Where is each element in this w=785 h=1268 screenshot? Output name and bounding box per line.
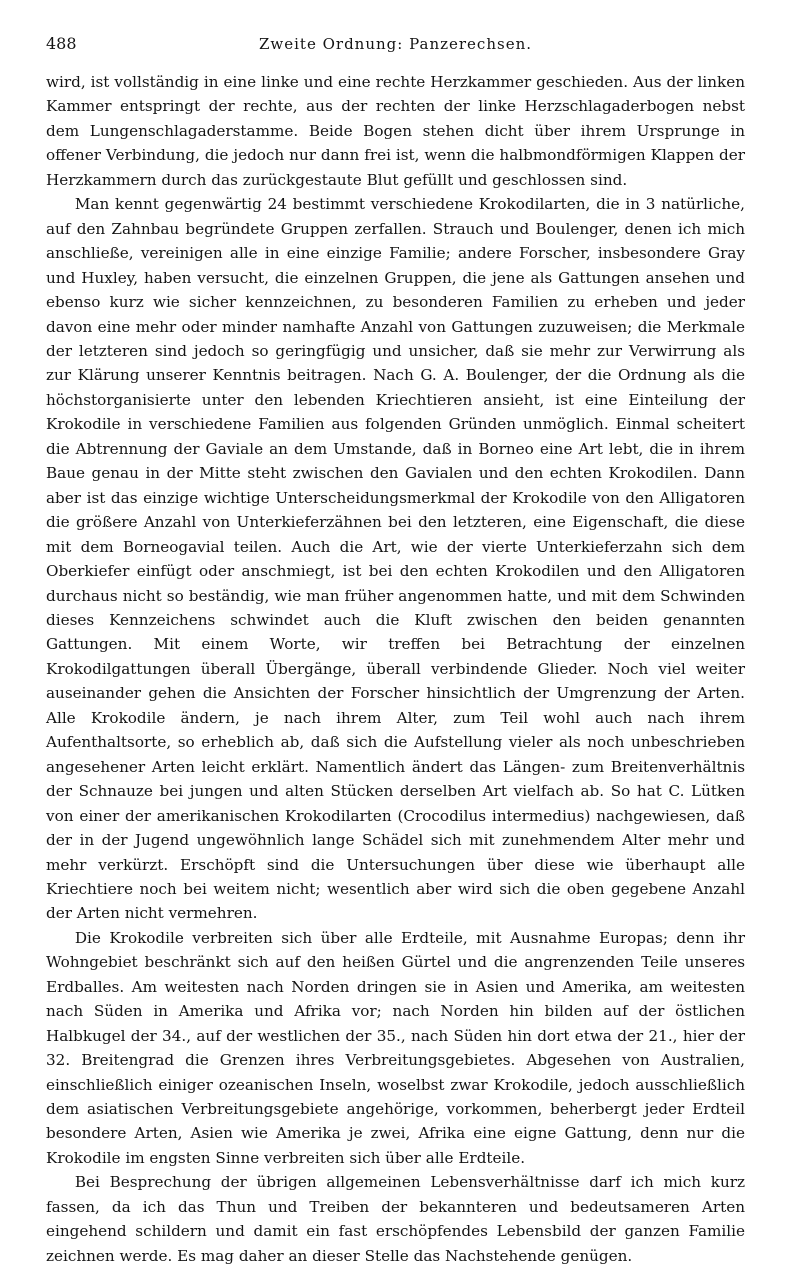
body-text xyxy=(46,70,745,1268)
paragraph-4: Bei Besprechung der übrigen allgemeinen Lebensverhältnisse darf ich mich kurz fassen, da ich das Thun und Treiben der bekannteren und bedeutsameren Arten eingehend schildern und damit ein fast erschöpfendes Lebensbild der ganzen Familie zeichnen werde. Es mag daher an dieser Stelle das Nachstehende genügen. xyxy=(46,1173,745,1265)
paragraph-3: Die Krokodile verbreiten sich über alle Erdteile, mit Ausnahme Europas; denn ihr Wohngebiet beschränkt sich auf den heißen Gürtel und die angrenzenden Teile unseres Erdballes. Am weitesten nach Norden dringen sie in Asien und Amerika, am weitesten nach Süden in Amerika und Afrika vor; nach Norden hin bilden auf der östlichen Halbkugel der 34., auf der westlichen der 35., nach Süden hin dort etwa der 21., hier der 32. Breitengrad die Grenzen ihres Verbreitungsgebietes. Abgesehen von Australien, einschließlich einiger ozeanischen Inseln, woselbst zwar Krokodile, jedoch ausschließlich dem asiatischen Verbreitungsgebiete angehörige, vorkommen, beherbergt jeder Erdteil besondere Arten, Asien wie Amerika je zwei, Afrika eine eigne Gattung, denn nur die Krokodile im engsten Sinne verbreiten sich über alle Erdteile. xyxy=(46,928,745,1167)
page-number: 488 xyxy=(46,34,77,53)
running-head: Zweite Ordnung: Panzerechsen. xyxy=(259,35,532,53)
paragraph-1: wird, ist vollständig in eine linke und eine rechte Herzkammer geschieden. Aus der linken Kammer entspringt der rechte, aus der rechten der linke Herzschlagaderbogen nebst dem Lungenschlagaderstamme. Beide Bogen stehen dicht über ihrem Ursprunge in offener Verbindung, die jedoch nur dann frei ist, wenn die halbmondförmigen Klappen der Herzkammern durch das zurückgestaute Blut gefüllt und geschlossen sind. xyxy=(46,73,745,189)
paragraph-2: Man kennt gegenwärtig 24 bestimmt verschiedene Krokodilarten, die in 3 natürliche, auf den Zahnbau begründete Gruppen zerfallen. Strauch und Boulenger, denen ich mich anschließe, vereinigen alle in eine einzige Familie; andere Forscher, insbesondere Gray und Huxley, haben versucht, die einzelnen Gruppen, die jene als Gattungen ansehen und ebenso kurz wie sicher kennzeichnen, zu besonderen Familien zu erheben und jeder davon eine mehr oder minder namhafte Anzahl von Gattungen zuzuweisen; die Merkmale der letzteren sind jedoch so geringfügig und unsicher, daß sie mehr zur Verwirrung als zur Klärung unserer Kenntnis beitragen. Nach G. A. Boulenger, der die Ordnung als die höchstorganisierte unter den lebenden Kriechtieren ansieht, ist eine Einteilung der Krokodile in verschiedene Familien aus folgenden Gründen unmöglich. Einmal scheitert die Abtrennung der Gaviale an dem Umstande, daß in Borneo eine Art lebt, die in ihrem Baue genau in der Mitte steht zwischen den Gavialen und den echten Krokodilen. Dann aber ist das einzige wichtige Unterscheidungsmerkmal der Krokodile von den Alligatoren die größere Anzahl von Unterkieferzähnen bei den letzteren, eine Eigenschaft, die diese mit dem Borneogavial teilen. Auch die Art, wie der vierte Unterkieferzahn sich dem Oberkiefer einfügt oder anschmiegt, ist bei den echten Krokodilen und den Alligatoren durchaus nicht so beständig, wie man früher angenommen hatte, und mit dem Schwinden dieses Kennzeichens schwindet auch die Kluft zwischen den beiden genannten Gattungen. Mit einem Worte, wir treffen bei Betrachtung der einzelnen Krokodilgattungen überall Übergänge, überall verbindende Glieder. Noch viel weiter auseinander gehen die Ansichten der Forscher hinsichtlich der Umgrenzung der Arten. Alle Krokodile ändern, je nach ihrem Alter, zum Teil wohl auch nach ihrem Aufenthaltsorte, so erheblich ab, daß sich die Aufstellung vieler als noch unbeschrieben angesehener Arten leicht erklärt. Namentlich ändert das Längen- zum Breitenverhältnis der Schnauze bei jungen und alten Stücken derselben Art vielfach ab. So hat C. Lütken von einer der amerikanischen Krokodilarten (Crocodilus intermedius) nachgewiesen, daß der in der Jugend ungewöhnlich lange Schädel sich mit zunehmendem Alter mehr und mehr verkürzt. Erschöpft sind die Untersuchungen über diese wie überhaupt alle Kriechtiere noch bei weitem nicht; wesentlich aber wird sich die oben gegebene Anzahl der Arten nicht vermehren. xyxy=(46,195,745,923)
page-header xyxy=(46,34,745,68)
